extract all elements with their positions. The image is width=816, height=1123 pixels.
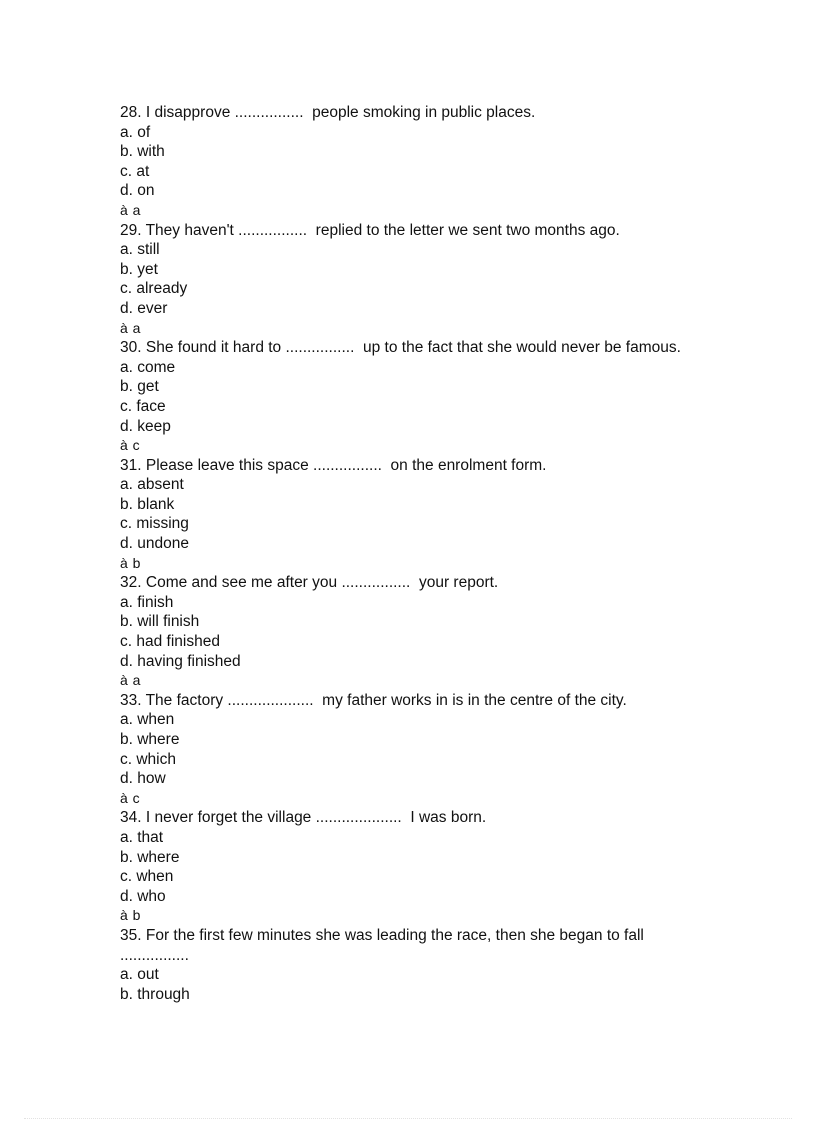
answer-key: à c — [120, 789, 141, 806]
option-c: c. which — [120, 750, 176, 768]
option-b: b. where — [120, 848, 180, 866]
question-29 — [120, 221, 780, 339]
answer-key: à c — [120, 437, 141, 454]
answer-key: à b — [120, 554, 141, 571]
option-b: b. blank — [120, 495, 175, 513]
answer-key: à a — [120, 319, 141, 336]
option-a: a. of — [120, 123, 151, 141]
option-b: b. get — [120, 378, 159, 396]
option-a: a. absent — [120, 476, 184, 494]
option-d: d. how — [120, 770, 166, 788]
question-stem-continuation: ................ — [120, 946, 189, 964]
option-a: a. when — [120, 711, 175, 729]
question-stem: 30. She found it hard to ................ up to the fact that she would never be famous. — [120, 339, 681, 357]
option-c: c. missing — [120, 515, 189, 533]
question-31 — [120, 456, 780, 574]
question-34 — [120, 808, 780, 926]
option-d: d. on — [120, 182, 155, 200]
option-d: d. keep — [120, 417, 171, 435]
question-35 — [120, 926, 780, 1004]
option-a: a. still — [120, 241, 160, 259]
question-stem: 31. Please leave this space ................ on the enrolment form. — [120, 456, 547, 474]
question-stem: 29. They haven't ................ replied to the letter we sent two months ago. — [120, 221, 620, 239]
question-32 — [120, 573, 780, 691]
option-b: b. through — [120, 985, 190, 1003]
option-d: d. ever — [120, 299, 168, 317]
question-stem: 34. I never forget the village .................... I was born. — [120, 809, 487, 827]
option-a: a. that — [120, 828, 164, 846]
option-c: c. already — [120, 280, 188, 298]
question-33 — [120, 691, 780, 809]
question-stem: 28. I disapprove ................ people smoking in public places. — [120, 104, 536, 121]
answer-key: à a — [120, 672, 141, 689]
question-30 — [120, 338, 780, 456]
option-a: a. out — [120, 966, 159, 984]
option-c: c. at — [120, 162, 150, 180]
option-b: b. will finish — [120, 613, 200, 631]
option-b: b. yet — [120, 260, 158, 278]
option-d: d. who — [120, 887, 166, 905]
answer-key: à a — [120, 201, 141, 218]
option-a: a. come — [120, 358, 176, 376]
page-bottom-divider — [24, 1118, 792, 1119]
option-c: c. when — [120, 868, 174, 886]
option-d: d. having finished — [120, 652, 241, 670]
option-c: c. had finished — [120, 633, 220, 651]
question-stem: 35. For the first few minutes she was leading the race, then she began to fall — [120, 926, 644, 944]
question-28 — [120, 103, 780, 221]
question-list — [120, 103, 780, 1004]
question-stem: 33. The factory .................... my father works in is in the centre of the city. — [120, 691, 627, 709]
answer-key: à b — [120, 907, 141, 924]
option-d: d. undone — [120, 535, 189, 553]
option-c: c. face — [120, 397, 166, 415]
option-a: a. finish — [120, 593, 174, 611]
option-b: b. with — [120, 143, 165, 161]
option-b: b. where — [120, 731, 180, 748]
question-stem: 32. Come and see me after you ................ your report. — [120, 574, 499, 592]
